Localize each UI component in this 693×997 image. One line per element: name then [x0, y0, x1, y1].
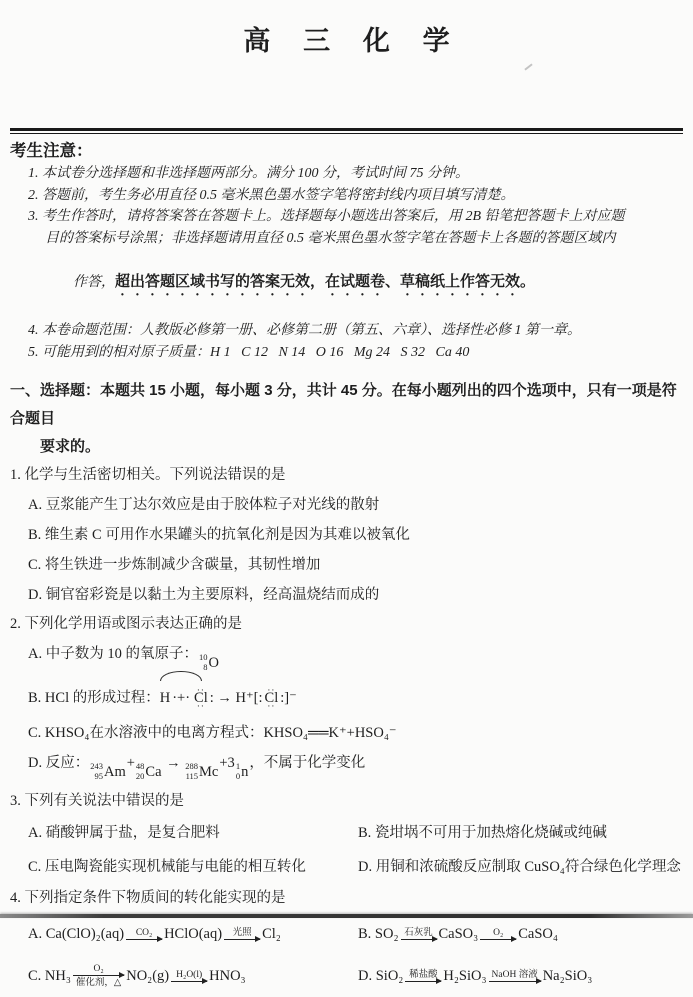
isotope-notation [136, 757, 162, 787]
mass-number: 48 [135, 760, 145, 771]
section-heading-line2: 要求的。 [40, 438, 101, 455]
arrow-shaft [480, 939, 516, 940]
isotope-notation [90, 757, 126, 787]
atomic-number: 20 [135, 770, 145, 781]
arrow-condition-top: 稀盐酸 [409, 969, 438, 980]
arrow-shaft [73, 975, 124, 976]
page-title: 高 三 化 学 [243, 26, 463, 56]
element-symbol: Mc [199, 763, 219, 780]
reaction-arrow: → [217, 689, 232, 706]
question-2-option-a [28, 639, 683, 678]
arrow-condition-top: 光照 [232, 927, 252, 938]
lone-pair: : [209, 689, 214, 706]
question-3-option-d: D. 用铜和浓硫酸反应制取 CuSO₄符合绿色化学理念 [358, 858, 681, 875]
question-1 [10, 461, 683, 610]
question-1-option-c: C. 将生铁进一步炼制减少含碳量，其韧性增加 [28, 557, 321, 573]
element-symbol: n [241, 763, 249, 780]
arrow-shaft [224, 939, 260, 940]
chemical-formula: NO₂(g) [126, 967, 170, 984]
notice-warning-emphasis: 超出答题区域书写的答案无效，在试题卷、草稿纸上作答无效。 [115, 272, 536, 290]
question-3-option-a: A. 硝酸钾属于盐，是复合肥料 [28, 824, 220, 841]
notice-section [10, 128, 683, 363]
question-4-option-row-1 [10, 913, 683, 955]
mass-number: 288 [185, 760, 199, 771]
arrow-shaft [126, 939, 162, 940]
question-4 [10, 884, 683, 997]
mass-number: 10 [198, 652, 208, 662]
chemical-formula: Cl₂ [262, 925, 281, 942]
option-text: ]⁻ [284, 689, 297, 706]
scan-artifact [524, 63, 532, 70]
question-2-option-d [28, 748, 683, 787]
arrow-condition-top: O₂ [93, 963, 104, 974]
lewis-chlorine: ·· Cl ·· [265, 678, 279, 718]
lewis-chlorine: ·· Cl ·· [194, 678, 208, 718]
isotope-notation [236, 757, 249, 787]
question-4-stem: 4. 下列指定条件下物质间的转化能实现的是 [10, 889, 286, 906]
question-3-option-b: B. 瓷坩埚不可用于加热熔化烧碱或纯碱 [358, 824, 607, 841]
notice-item-4: 4. 本卷命题范围：人教版必修第一册、必修第二册（第五、六章）、选择性必修 1 第一章。 [28, 323, 581, 338]
plus-sign: +3 [219, 754, 235, 771]
atomic-number: 0 [235, 770, 241, 781]
arrow-shaft [401, 939, 437, 940]
chemical-formula: HNO₃ [209, 967, 246, 984]
notice-item-3-line2: 目的答案标号涂黑；非选择题请用直径 0.5 毫米黑色墨水签字笔在答题卡上各题的答题区域内 [45, 230, 616, 246]
question-4-option-a [28, 913, 358, 955]
electron-transfer-arc: ·+· [172, 678, 190, 718]
arrow-shaft [405, 981, 441, 982]
question-4-option-d [358, 955, 683, 997]
chemical-formula: Na₂SiO₃ [542, 967, 593, 984]
mass-number: 243 [90, 760, 103, 771]
header-divider [10, 128, 683, 134]
notice-list [28, 163, 683, 363]
question-2-option-c: C. KHSO₄在水溶液中的电离方程式：KHSO₄══K⁺+HSO₄⁻ [28, 724, 397, 741]
option-text: B. HCl 的形成过程：H [28, 689, 171, 706]
atomic-number: 8 [203, 661, 208, 672]
question-1-option-d: D. 铜官窑彩瓷是以黏土为主要原料，经高温烧结而成的 [28, 587, 380, 603]
element-symbol: Ca [145, 763, 162, 780]
arrow-condition-top: NaOH 溶液 [491, 969, 538, 980]
section-heading-line1: 一、选择题：本题共 15 小题，每小题 3 分，共计 45 分。在每小题列出的四个选项中，只有一项是符合题目 [10, 382, 677, 427]
option-label: D. [358, 967, 373, 984]
question-1-option-b: B. 维生素 C 可用作水果罐头的抗氧化剂是因为其难以被氧化 [28, 527, 410, 543]
chemical-formula: Ca(ClO)₂(aq) [45, 925, 125, 942]
labeled-reaction-arrow [224, 928, 260, 940]
reaction-arrow: → [166, 754, 181, 771]
notice-heading: 考生注意： [10, 142, 93, 160]
arrow-condition-top: O₂ [493, 927, 504, 938]
notice-text: 作答， [73, 274, 115, 290]
chemical-formula: NH₃ [44, 967, 71, 984]
isotope-numbers [185, 762, 198, 782]
question-4-option-b [358, 913, 683, 955]
question-1-stem: 1. 化学与生活密切相关。下列说法错误的是 [10, 467, 286, 483]
isotope-numbers [90, 762, 103, 782]
question-4-option-c [28, 955, 358, 997]
notice-item-5: 5. 可能用到的相对原子质量：H 1 C 12 N 14 O 16 Mg 24 S 32 Ca 40 [28, 344, 470, 360]
arrow-condition-top: CO₂ [135, 927, 153, 938]
chemical-formula: HClO(aq) [164, 925, 223, 942]
question-4-option-row-2 [10, 955, 683, 997]
question-3 [10, 787, 683, 884]
isotope-numbers [136, 762, 145, 782]
lone-pair: : [258, 689, 263, 706]
labeled-reaction-arrow [489, 970, 541, 982]
chemical-formula: CaSO₃ [438, 925, 479, 942]
notice-item-3-line1: 3. 考生作答时，请将答案答在答题卡上。选择题每小题选出答案后，用 2B 铅笔把答题卡上对应题 [28, 209, 625, 224]
isotope-numbers [236, 762, 240, 782]
arrow-condition-bottom: 催化剂，△ [75, 978, 122, 989]
chemical-formula: H₂SiO₃ [443, 967, 487, 984]
element-symbol: Am [103, 763, 126, 780]
question-3-option-c: C. 压电陶瓷能实现机械能与电能的相互转化 [28, 858, 306, 875]
question-3-option-row-2 [10, 850, 683, 884]
labeled-reaction-arrow [401, 928, 437, 940]
option-text: D. 反应： [28, 754, 90, 771]
section-heading [10, 377, 683, 461]
arrow-shaft [489, 981, 541, 982]
notice-item-3-line3 [45, 249, 683, 320]
mass-number: 1 [235, 760, 241, 771]
option-text: A. 中子数为 10 的氧原子： [28, 646, 198, 662]
option-text: ，不属于化学变化 [249, 754, 366, 771]
labeled-reaction-arrow [480, 928, 516, 940]
option-label: B. [358, 925, 372, 942]
labeled-reaction-arrow [405, 970, 441, 982]
arrow-condition-top: H₂O(l) [176, 969, 203, 980]
question-3-stem: 3. 下列有关说法中错误的是 [10, 792, 184, 809]
question-2-stem: 2. 下列化学用语或图示表达正确的是 [10, 616, 242, 632]
option-label: C. [28, 967, 42, 984]
question-2-option-b [28, 678, 683, 718]
arrow-condition-top: 石灰乳 [404, 927, 433, 938]
arrow-shaft [171, 981, 207, 982]
isotope-notation [185, 757, 218, 787]
chemical-formula: SO₂ [374, 925, 399, 942]
notice-item-2: 2. 答题前，考生务必用直径 0.5 毫米黑色墨水签字笔将密封线内项目填写清楚。 [28, 187, 515, 203]
question-2 [10, 610, 683, 787]
element-symbol: O [208, 654, 219, 671]
atomic-number: 115 [185, 770, 199, 781]
plus-sign: + [126, 754, 135, 771]
scan-bottom-edge [0, 914, 693, 918]
chemical-formula: CaSO₄ [518, 925, 558, 942]
notice-item-1: 1. 本试卷分选择题和非选择题两部分。满分 100 分，考试时间 75 分钟。 [28, 166, 469, 181]
labeled-reaction-arrow [73, 964, 124, 989]
chemical-formula: SiO₂ [375, 967, 404, 984]
option-text: H⁺[ [235, 689, 259, 706]
lone-pair: : [280, 689, 285, 706]
labeled-reaction-arrow [126, 928, 162, 940]
atomic-number: 95 [94, 770, 103, 781]
labeled-reaction-arrow [171, 970, 207, 982]
option-label: A. [28, 925, 43, 942]
question-1-option-a: A. 豆浆能产生丁达尔效应是由于胶体粒子对光线的散射 [28, 497, 380, 513]
question-3-option-row-1 [10, 816, 683, 850]
